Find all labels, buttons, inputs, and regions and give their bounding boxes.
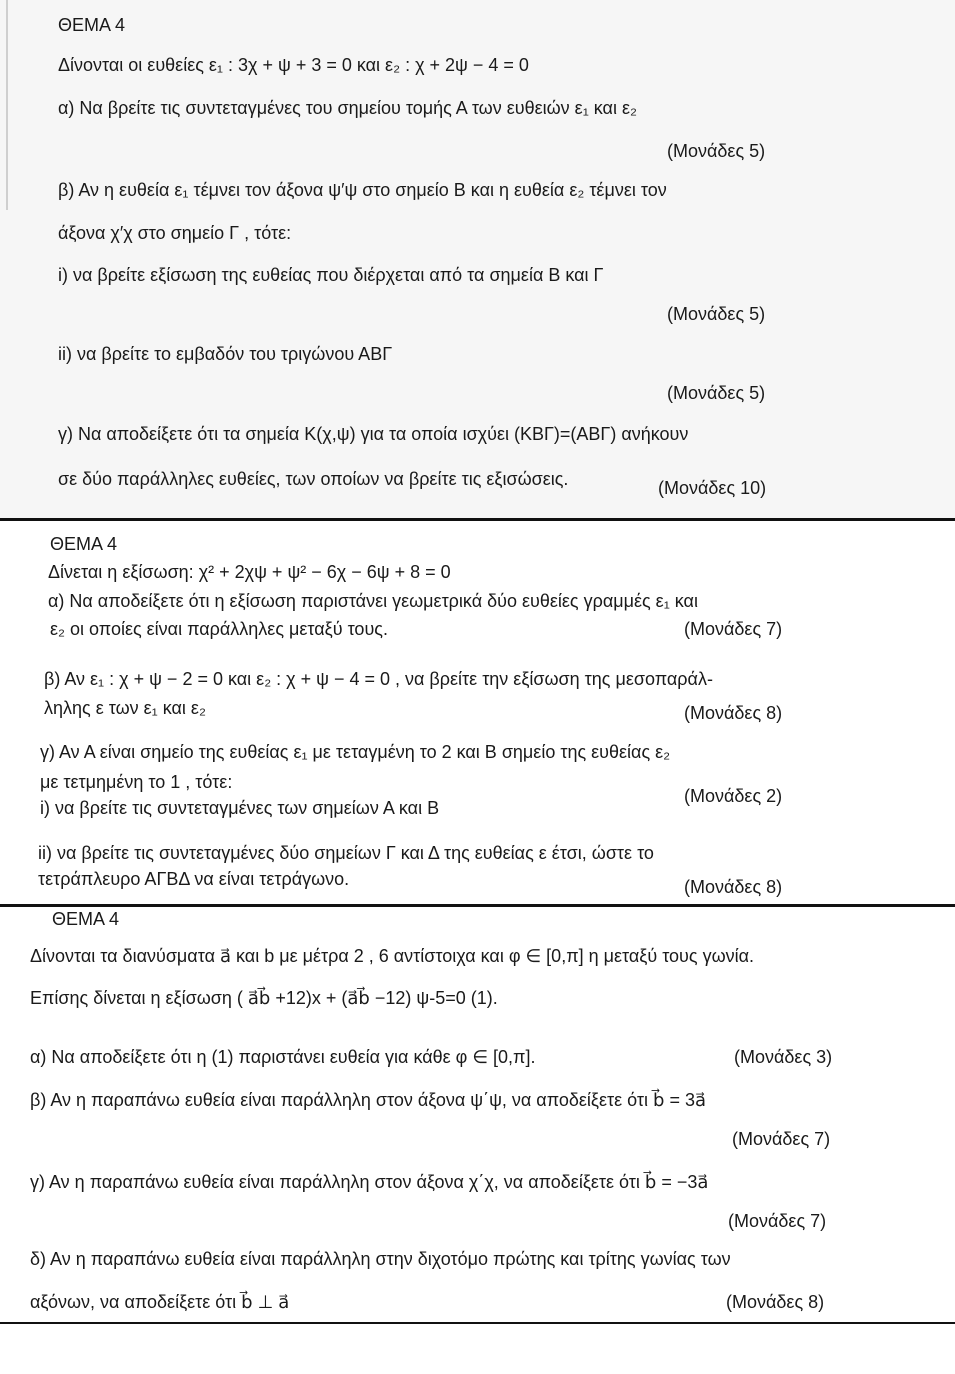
section-heading: ΘΕΜΑ 4 — [58, 15, 126, 35]
question-c-cont: σε δύο παράλληλες ευθείες, των οποίων να βρείτε τις εξισώσεις. — [58, 469, 569, 489]
marks-c: (Μονάδες 10) — [658, 478, 767, 498]
question-c: γ) Αν η παραπάνω ευθεία είναι παράλληλη στον άξονα χ΄χ, να αποδείξετε ότι b⃗ = −3a⃗ — [30, 1172, 709, 1192]
question-d-cont: αξόνων, να αποδείξετε ότι b⃗ ⊥ a⃗ — [30, 1292, 290, 1312]
problem-section-2 — [0, 522, 955, 905]
question-b: β) Αν η ευθεία ε₁ τέμνει τον άξονα ψ′ψ στο σημείο Β και η ευθεία ε₂ τέμνει τον — [58, 180, 667, 200]
marks-c-ii: (Μονάδες 8) — [684, 877, 783, 897]
question-b-i: i) να βρείτε εξίσωση της ευθείας που διέρχεται από τα σημεία Β και Γ — [58, 265, 604, 285]
marks-a: (Μονάδες 3) — [734, 1047, 833, 1067]
question-c-ii-cont: τετράπλευρο ΑΓΒΔ να είναι τετράγωνο. — [38, 869, 350, 889]
section-heading: ΘΕΜΑ 4 — [50, 534, 118, 554]
question-c: γ) Αν Α είναι σημείο της ευθείας ε₁ με τεταγμένη το 2 και Β σημείο της ευθείας ε₂ — [40, 742, 671, 762]
marks-b: (Μονάδες 7) — [732, 1129, 831, 1149]
given-lines: Δίνονται οι ευθείες ε₁ : 3χ + ψ + 3 = 0 και ε₂ : χ + 2ψ − 4 = 0 — [58, 55, 529, 75]
marks-a: (Μονάδες 5) — [667, 141, 766, 161]
question-a: α) Να αποδείξετε ότι η εξίσωση παριστάνει γεωμετρικά δύο ευθείες γραμμές ε₁ και — [48, 591, 698, 611]
scan-margin-line — [6, 0, 8, 210]
marks-b: (Μονάδες 8) — [684, 703, 783, 723]
given-equation: Δίνεται η εξίσωση: χ² + 2χψ + ψ² − 6χ − 6ψ + 8 = 0 — [48, 562, 451, 582]
section-heading: ΘΕΜΑ 4 — [52, 909, 120, 929]
marks-d: (Μονάδες 8) — [726, 1292, 825, 1312]
question-b-cont: ληλης ε των ε₁ και ε₂ — [44, 698, 206, 718]
marks-c: (Μονάδες 7) — [728, 1211, 827, 1231]
marks-a: (Μονάδες 7) — [684, 619, 783, 639]
given-vectors: Δίνονται τα διανύσματα a⃗ και b με μέτρα 2 , 6 αντίστοιχα και φ ∈ [0,π] η μεταξύ τους γωνία. — [30, 946, 755, 966]
marks-b-i: (Μονάδες 5) — [667, 304, 766, 324]
problem-section-3 — [0, 907, 955, 1323]
problem-section-1 — [0, 0, 955, 520]
question-c-i: i) να βρείτε τις συντεταγμένες των σημείων Α και Β — [40, 798, 440, 818]
question-d: δ) Αν η παραπάνω ευθεία είναι παράλληλη στην διχοτόμο πρώτης και τρίτης γωνίας των — [30, 1249, 731, 1269]
marks-c-i: (Μονάδες 2) — [684, 786, 783, 806]
question-a-cont: ε₂ οι οποίες είναι παράλληλες μεταξύ τους. — [50, 619, 388, 639]
section-divider — [0, 1322, 955, 1324]
question-c-cont: με τετμημένη το 1 , τότε: — [40, 772, 233, 792]
question-b-ii: ii) να βρείτε το εμβαδόν του τριγώνου ΑΒΓ — [58, 344, 393, 364]
question-b-cont: άξονα χ′χ στο σημείο Γ , τότε: — [58, 223, 292, 243]
given-equation: Επίσης δίνεται η εξίσωση ( a⃗b⃗ +12)x + (a⃗b⃗ −12) ψ-5=0 (1). — [30, 988, 498, 1008]
question-c: γ) Να αποδείξετε ότι τα σημεία Κ(χ,ψ) για τα οποία ισχύει (ΚΒΓ)=(ΑΒΓ) ανήκουν — [58, 424, 689, 444]
question-a: α) Να βρείτε τις συντεταγμένες του σημείου τομής Α των ευθειών ε₁ και ε₂ — [58, 98, 637, 118]
marks-b-ii: (Μονάδες 5) — [667, 383, 766, 403]
question-b: β) Αν ε₁ : χ + ψ − 2 = 0 και ε₂ : χ + ψ − 4 = 0 , να βρείτε την εξίσωση της μεσοπαράλ- — [44, 669, 713, 689]
question-c-ii: ii) να βρείτε τις συντεταγμένες δύο σημείων Γ και Δ της ευθείας ε έτσι, ώστε το — [38, 843, 654, 863]
question-a: α) Να αποδείξετε ότι η (1) παριστάνει ευθεία για κάθε φ ∈ [0,π]. — [30, 1047, 536, 1067]
section-divider — [0, 518, 955, 521]
question-b: β) Αν η παραπάνω ευθεία είναι παράλληλη στον άξονα ψ΄ψ, να αποδείξετε ότι b⃗ = 3a⃗ — [30, 1090, 707, 1110]
